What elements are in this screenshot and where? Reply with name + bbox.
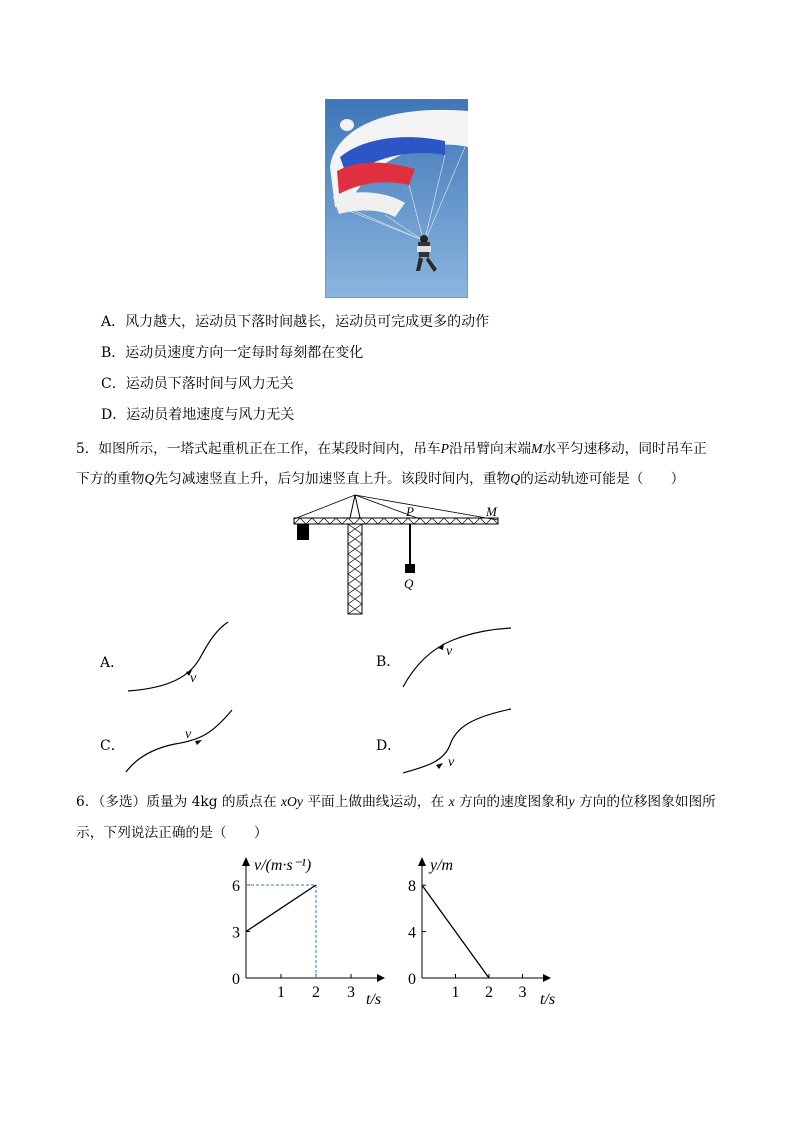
chart1-x-arrow [377, 974, 385, 982]
q5-option-d-trajectory [398, 705, 518, 777]
chart1-ylabel: v/(m·s⁻¹) [254, 857, 312, 874]
chart1-xtick-label-3: 3 [347, 984, 355, 1001]
q5-stem-line2: 下方的重物Q先匀减速竖直上升，后匀加速竖直上升。该段时间内，重物Q的运动轨迹可能是（ ） [76, 471, 685, 487]
chart2-y-arrow [418, 857, 426, 866]
q6-stem-line1: 6．（多选）质量为 4kg 的质点在 xOy 平面上做曲线运动，在 x 方向的速度图象和y 方向的位移图象如图所 [76, 794, 716, 810]
chart2-x-arrow [543, 974, 551, 982]
chart1-y-arrow [242, 857, 250, 866]
chart1-series-line [246, 885, 316, 932]
chart1-ytick-label-0: 0 [232, 971, 240, 988]
svg-text:v: v [185, 727, 192, 742]
velocity-time-chart [222, 852, 392, 1004]
chart1-xtick-label-2: 2 [312, 984, 320, 1001]
displacement-time-chart [398, 852, 568, 1004]
chart1-xtick-label-1: 1 [277, 984, 285, 1001]
q4-option-b: B．运动员速度方向一定每时每刻都在变化 [101, 345, 364, 361]
chart2-xtick-label-1: 1 [451, 984, 460, 1001]
q4-option-d: D．运动员着地速度与风力无关 [101, 407, 295, 423]
chart1-ytick-label-6: 6 [232, 878, 240, 895]
q4-option-a: A．风力越大，运动员下落时间越长，运动员可完成更多的动作 [101, 314, 490, 330]
q6-stem-line2: 示，下列说法正确的是（ ） [76, 825, 268, 841]
q5-option-a-label: A． [100, 655, 125, 671]
q5-option-c-label: C． [100, 738, 125, 754]
svg-text:v: v [446, 644, 453, 659]
chart2-ylabel: y/m [430, 857, 454, 874]
q5-stem-line1: 5．如图所示，一塔式起重机正在工作，在某段时间内，吊车P沿吊臂向末端M水平匀速移动，同时吊车正 [76, 441, 707, 457]
chart1-ytick-label-3: 3 [232, 924, 240, 942]
chart1-xlabel: t/s [366, 991, 382, 1004]
crane-label-m: M [486, 504, 497, 519]
crane-figure [290, 492, 505, 617]
parachute-photo [325, 99, 468, 298]
chart2-ytick-label-8: 8 [408, 878, 416, 896]
chart2-xtick-label-3: 3 [518, 984, 527, 1001]
svg-text:v: v [190, 671, 197, 686]
crane-label-q: Q [404, 576, 414, 591]
q5-option-a-trajectory [120, 618, 235, 696]
svg-text:v: v [448, 755, 455, 770]
q5-option-b-label: B． [376, 654, 401, 670]
chart2-xlabel: t/s [540, 991, 556, 1004]
q4-option-c: C．运动员下落时间与风力无关 [101, 376, 294, 392]
chart2-ytick-label-4: 4 [408, 924, 416, 942]
q5-option-c-trajectory [120, 706, 238, 776]
q5-option-d-label: D． [376, 738, 402, 754]
chart2-ytick-label-0: 0 [408, 971, 416, 988]
chart2-xtick-label-2: 2 [485, 984, 493, 1001]
q5-option-b-trajectory [398, 623, 518, 691]
crane-label-p: P [406, 504, 414, 519]
chart2-series-line [422, 885, 489, 978]
